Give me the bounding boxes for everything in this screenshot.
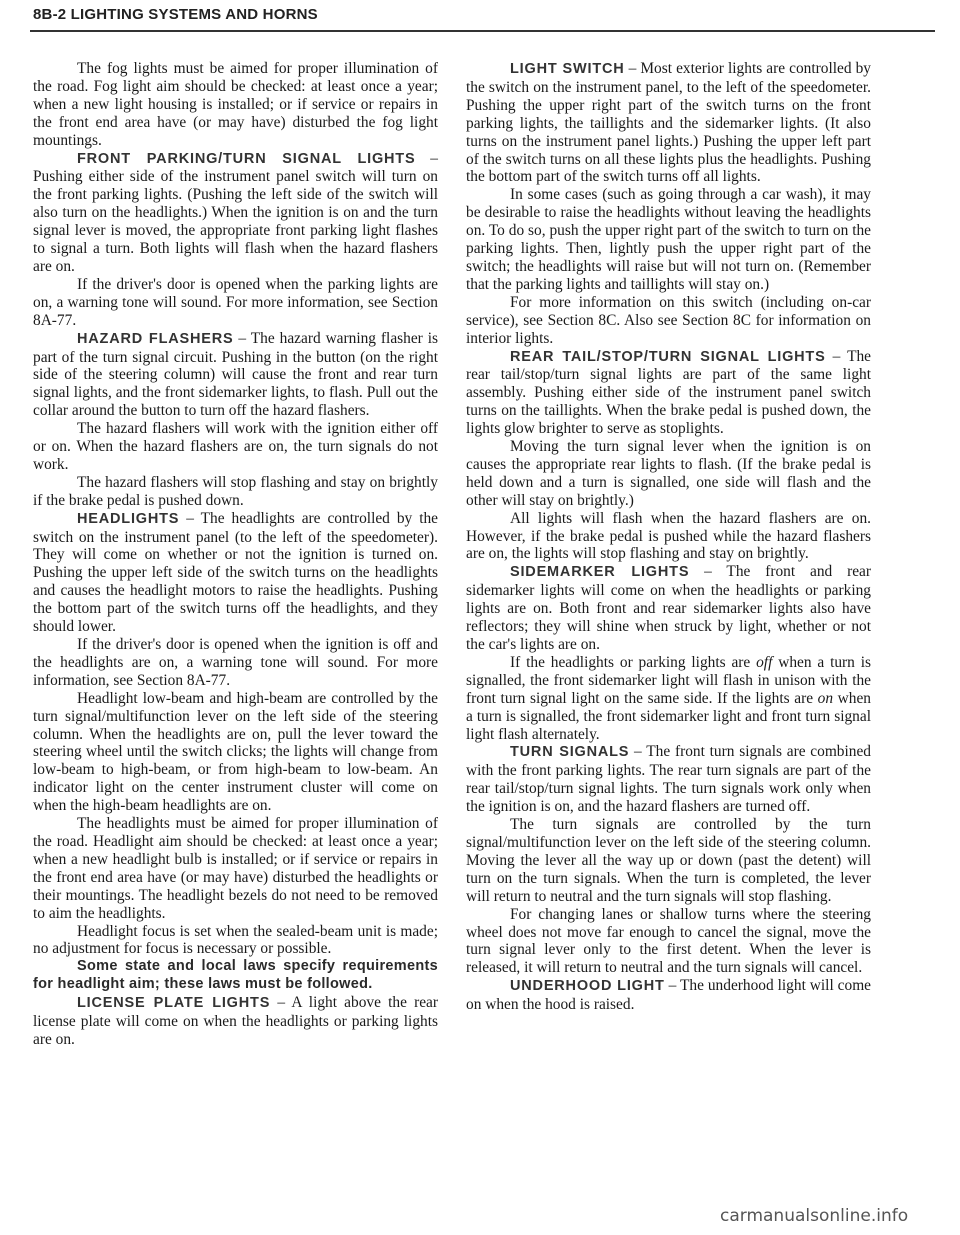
section-heading: HEADLIGHTS [77,510,180,527]
paragraph-text: – The headlights are controlled by the switch on the instrument panel (to the left of the speedometer). They will come on whether or not the ignition is turned on. Pushing the upper left side of the switch turns on the headlights and causes the headlight motors to raise the headlights. Pushing the bottom part of the switch turns off the headlights, and they should lower. [33,509,438,636]
sidemarker-flash-paragraph [466,654,871,744]
paragraph-text: – Pushing either side of the instrument panel switch will turn on the front parking lights. (Pushing the left side of the switch will also turn on the headlights.) When the ignition is on and the turn signal lever is moved, the appropriate front parking light flashes to signal a turn. Both lights will flash when the hazard flashers are on. [33,149,438,275]
left-column [33,60,438,1049]
paragraph-text: – The front and rear sidemarker lights will come on when the headlights or parking lights are on. Both front and rear sidemarker lights also have reflectors; they will shine when struck by light, whether or not the car's lights are on. [466,563,871,653]
paragraph-text: – Most exterior lights are controlled by the switch on the instrument panel, to the left of the speedometer. Pushing the upper right part of the switch turns on the front parking lights, the taillights and the sidemarker lights. (It also turns on the instrument panel lights.) Pushing the upper left part of the switch turns on all these lights plus the headlights. Pushing the bottom part of the switch turns off all lights. [466,60,871,186]
turn-lever-paragraph: The turn signals are controlled by the turn signal/multifunction lever on the left side of the steering column. Moving the lever all the way up or down (past the detent) will turn on the turn signals. When the turn is completed, the lever will return to neutral and the turn signals will stop flashing. [466,816,871,905]
emphasis-on: on [817,689,834,707]
paragraph-text: – The front turn signals are combined with the front parking lights. The rear turn signals are part of the rear tail/stop/turn signal lights. The turn signals work only when the ignition is on, and the hazard flashers are turned off. [466,743,871,816]
note-text: Some state and local laws specify requirements for headlight aim; these laws must be followed. [33,958,438,993]
paragraph-text: when a turn is signalled, the front sidemarker light and front turn signal light flash alternately. [466,689,871,743]
lane-change-paragraph: For changing lanes or shallow turns where the steering wheel does not move far enough to cancel the signal, move the turn signal lever only to the first detent. When the lever is released, it will return to neutral and the turn signals will cancel. [466,905,871,977]
turn-signals-paragraph [466,743,871,816]
header-rule [30,30,935,32]
headlights-door-warning-paragraph: If the driver's door is opened when the ignition is off and the headlights are on, a warning tone will sound. For more information, see Section 8A-77. [33,636,438,689]
front-parking-turn-paragraph [33,150,438,276]
paragraph-text: – The underhood light will come on when the hood is raised. [466,977,871,1014]
paragraph-text: when a turn is signalled, the front sidemarker light will flash in unison with the front turn signal light on the same side. If the lights are [466,653,871,707]
rear-tail-stop-turn-paragraph [466,348,871,439]
paragraph-text: – The rear tail/stop/turn signal lights are part of the same light assembly. Pushing either side of the instrument panel switch turns on the taillights. When the brake pedal is pushed down, the lights glow brighter to serve as stoplights. [466,347,871,438]
fog-lights-paragraph: The fog lights must be aimed for proper illumination of the road. Fog light aim should be checked: at least once a year; when a new light housing is installed; or if service or repairs in the front end area have (or may have) disturbed the fog light mountings. [33,60,438,149]
section-heading: LICENSE PLATE LIGHTS [77,995,271,1012]
hazard-flashers-paragraph [33,330,438,421]
hazard-brake-paragraph: The hazard flashers will stop flashing and stay on brightly if the brake pedal is pushed down. [33,473,438,509]
section-heading: FRONT PARKING/TURN SIGNAL LIGHTS [77,150,416,167]
section-heading: HAZARD FLASHERS [77,330,234,347]
hazard-all-lights-paragraph: All lights will flash when the hazard flashers are on. However, if the brake pedal is pushed while the hazard flashers are on, the lights will stop flashing and stay on brightly. [466,509,871,563]
parking-door-warning-paragraph: If the driver's door is opened when the parking lights are on, a warning tone will sound. For more information, see Section 8A-77. [33,275,438,329]
more-info-paragraph: For more information on this switch (including on-car service), see Section 8C. Also see Section 8C for information on interior lights. [466,293,871,347]
low-high-beam-paragraph: Headlight low-beam and high-beam are controlled by the turn signal/multifunction lever on the left side of the steering column. When the headlights are on, pull the lever toward the steering wheel until the switch clicks; the lights will change from low-beam to high-beam, or from high-beam to low-beam. An indicator light on the center instrument cluster will come on when the high-beam headlights are on. [33,689,438,815]
sidemarker-lights-paragraph [466,563,871,654]
emphasis-off: off [756,653,773,671]
headlight-aim-paragraph: The headlights must be aimed for proper illumination of the road. Headlight aim should be checked: at least once a year; when a new headlight bulb is installed; or if service or repairs in the front end area have (or may have) disturbed the headlights or their mountings. The headlight bezels do not need to be removed to aim the headlights. [33,815,438,922]
paragraph-text: – The hazard warning flasher is part of the turn signal circuit. Pushing in the button (on the right side of the steering column) will cause the front and rear turn signal lights, and the front sidemarker lights, to flash. Pull out the collar around the button to turn off the hazard flashers. [33,329,439,420]
section-heading: REAR TAIL/STOP/TURN SIGNAL LIGHTS [510,348,826,365]
hazard-ignition-paragraph: The hazard flashers will work with the ignition either off or on. When the hazard flashers are on, the turn signals do not work. [33,420,438,473]
watermark: carmanualsonline.info [720,1206,909,1226]
underhood-light-paragraph [466,977,871,1014]
headlight-focus-paragraph: Headlight focus is set when the sealed-beam unit is made; no adjustment for focus is necessary or possible. [33,922,438,958]
headlights-paragraph [33,510,438,636]
section-heading: LIGHT SWITCH [510,61,625,77]
license-plate-paragraph [33,994,438,1049]
light-switch-paragraph [466,60,871,186]
rear-turn-flash-paragraph: Moving the turn signal lever when the ignition is on causes the appropriate rear lights to flash. (If the brake pedal is held down and a turn is signalled, one side will flash and the other will stay on brightly.) [466,438,871,509]
car-wash-paragraph: In some cases (such as going through a car wash), it may be desirable to raise the headlights without leaving the headlights on. To do so, push the upper right part of the switch to turn on the parking lights. Then, lightly push the upper right part of the switch; the headlights will raise but will not turn on. (Remember that the parking lights and taillights will stay on.) [466,186,871,293]
section-heading: SIDEMARKER LIGHTS [510,564,690,581]
section-heading: UNDERHOOD LIGHT [510,978,665,995]
section-heading: TURN SIGNALS [510,744,630,761]
page-header: 8B-2 LIGHTING SYSTEMS AND HORNS [33,6,318,23]
paragraph-text: – A light above the rear license plate will come on when the headlights or parking lights are on. [33,994,438,1048]
right-column [466,60,871,1014]
paragraph-text: If the headlights or parking lights are [510,653,757,671]
laws-note [33,958,438,994]
